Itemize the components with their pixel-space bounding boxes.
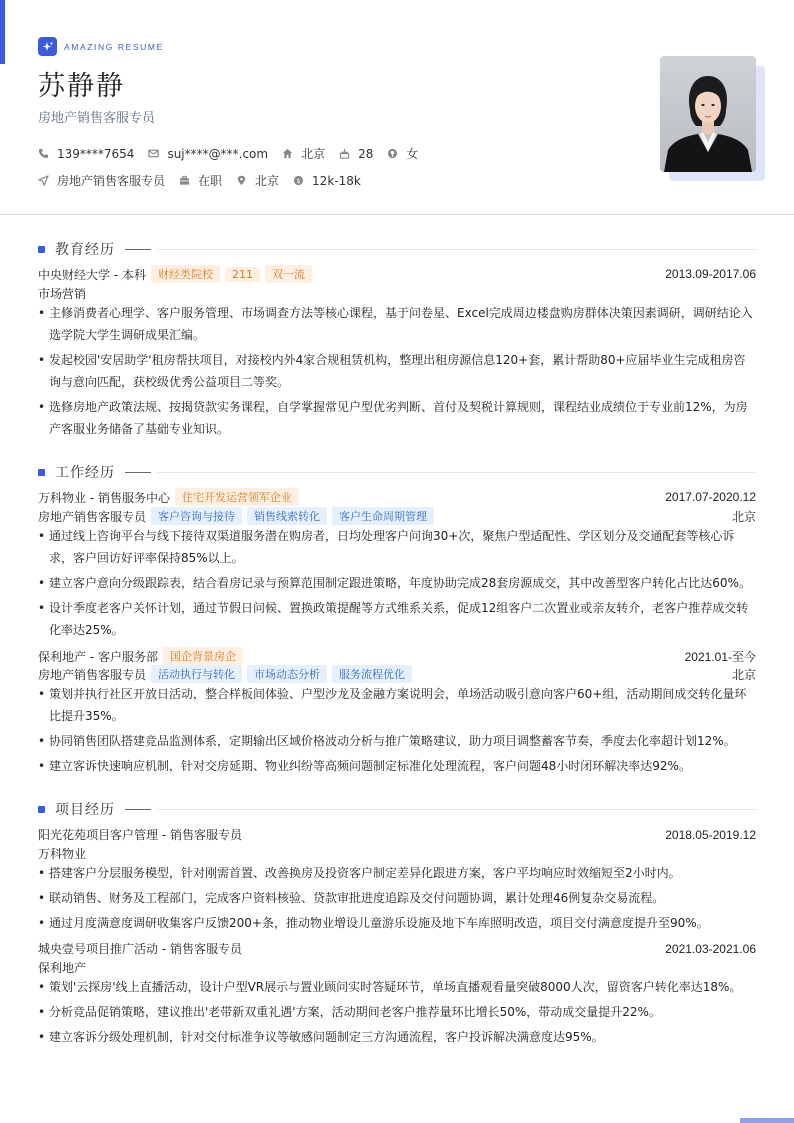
section-divider <box>157 809 756 810</box>
section-divider <box>157 249 756 250</box>
list-item: • 分析竞品促销策略，建议推出'老带新双重礼遇'方案，活动期间老客户推荐量环比增长50%，带动成交量提升22%。 <box>38 1001 756 1023</box>
list-item: • 搭建客户分层服务模型，针对刚需首置、改善换房及投资客户制定差异化跟进方案，客户平均响应时效缩短至2小时内。 <box>38 862 756 884</box>
job-location: 北京 <box>731 509 756 524</box>
project-title: 项目经历 <box>55 802 115 818</box>
svg-text:$: $ <box>296 176 301 185</box>
location-pin-icon <box>236 175 247 186</box>
job-role-row <box>38 507 756 525</box>
money-icon <box>293 175 304 186</box>
phone-item <box>38 147 134 161</box>
job-role: 房地产销售客服专员 <box>38 509 147 524</box>
phone-icon <box>38 148 49 159</box>
age-item <box>339 147 373 161</box>
project-org-row <box>38 845 756 862</box>
section-divider-short <box>125 809 151 810</box>
target-city-text: 北京 <box>255 174 280 188</box>
list-item: • 建立客户意向分级跟踪表，结合看房记录与预算范围制定跟进策略，年度协助完成28套房源成交，其中改善型客户转化占比达60%。 <box>38 572 756 594</box>
job-role-row <box>38 665 756 683</box>
skill-tag: 活动执行与转化 <box>151 665 242 683</box>
company-tag: 住宅开发运营领军企业 <box>175 488 299 506</box>
project-entry-header <box>38 940 756 957</box>
sparkle-logo-icon <box>38 37 57 56</box>
profile-photo <box>660 56 756 172</box>
salary-item <box>293 174 361 188</box>
project-date: 2021.03-2021.06 <box>665 941 756 956</box>
list-item: • 策划并执行社区开放日活动，整合样板间体验、户型沙龙及金融方案说明会，单场活动吸引意向客户60+组，活动期间成交转化量环比提升35%。 <box>38 683 756 727</box>
home-icon <box>282 148 293 159</box>
candidate-title: 房地产销售客服专员 <box>38 111 156 126</box>
city-item <box>282 145 325 162</box>
section-marker <box>38 246 45 253</box>
job-location: 北京 <box>731 667 756 682</box>
job-intent-row <box>38 172 375 189</box>
list-item: • 发起校园'安居助学'租房帮扶项目，对接校内外4家合规租赁机构，整理出租房源信息120+套，累计帮助80+应届毕业生完成租房咨询与意向匹配，获校级优秀公益项目二等奖。 <box>38 349 756 393</box>
city-text: 北京 <box>301 147 326 161</box>
company-line: 万科物业 - 销售服务中心 <box>38 490 170 505</box>
project-org: 保利地产 <box>38 961 87 975</box>
target-role-text: 房地产销售客服专员 <box>57 174 166 188</box>
project-name: 阳光花苑项目客户管理 - 销售客服专员 <box>38 828 242 842</box>
skill-tag: 服务流程优化 <box>332 665 412 683</box>
education-date: 2013.09-2017.06 <box>665 267 756 281</box>
education-major-row <box>38 285 756 302</box>
resume-header <box>0 0 794 215</box>
list-item: • 协同销售团队搭建竞品监测体系，定期输出区域价格波动分析与推广策略建议，助力项目调整蓄客节奏，季度去化率超计划12%。 <box>38 730 756 752</box>
target-role-item <box>38 172 165 189</box>
section-marker <box>38 806 45 813</box>
age-text: 28 <box>358 146 374 161</box>
skill-tag: 销售线索转化 <box>247 507 327 525</box>
job-role: 房地产销售客服专员 <box>38 667 147 682</box>
target-city-item <box>236 172 279 189</box>
list-item: • 设计季度老客户关怀计划，通过节假日问候、置换政策提醒等方式维系关系，促成12组客户二次置业或亲友转介，老客户推荐成交转化率达25%。 <box>38 597 756 641</box>
contact-row <box>38 145 432 162</box>
section-divider <box>157 472 756 473</box>
school-line: 中央财经大学 - 本科 <box>38 267 146 282</box>
project-bullets <box>38 976 756 1051</box>
section-divider-short <box>125 472 151 473</box>
gender-icon <box>387 148 398 159</box>
project-date: 2018.05-2019.12 <box>665 827 756 842</box>
company-tag: 国企背景房企 <box>163 647 243 665</box>
education-title: 教育经历 <box>55 242 115 258</box>
education-major: 市场营销 <box>38 287 87 301</box>
skill-tag: 客户咨询与接待 <box>151 507 242 525</box>
status-item <box>179 172 222 189</box>
work-section-header <box>38 462 756 482</box>
project-name: 城央壹号项目推广活动 - 销售客服专员 <box>38 942 242 956</box>
brand <box>38 37 164 56</box>
education-section-header <box>38 239 756 259</box>
list-item: • 联动销售、财务及工程部门，完成客户资料核验、贷款审批进度追踪及交付问题协调，累计处理46例复杂交易流程。 <box>38 887 756 909</box>
brand-text: AMAZING RESUME <box>64 41 164 52</box>
status-text: 在职 <box>198 174 223 188</box>
job-bullets <box>38 525 756 644</box>
school-tag: 财经类院校 <box>151 265 220 283</box>
school-tag: 双一流 <box>265 265 312 283</box>
job-entry-header <box>38 647 756 665</box>
job-entry-header <box>38 488 756 506</box>
project-bullets <box>38 862 756 937</box>
candidate-name: 苏静静 <box>38 71 125 102</box>
job-date: 2021.01-至今 <box>684 649 756 664</box>
list-item: • 建立客诉快速响应机制，针对交房延期、物业纠纷等高频问题制定标准化处理流程，客户问题48小时闭环解决率达92%。 <box>38 755 756 777</box>
email-text: suj****@***.com <box>167 146 269 161</box>
skill-tag: 市场动态分析 <box>247 665 327 683</box>
list-item: • 策划'云探房'线上直播活动，设计户型VR展示与置业顾问实时答疑环节，单场直播观看量突破8000人次，留资客户转化率达18%。 <box>38 976 756 998</box>
project-section-header <box>38 799 756 819</box>
list-item: • 主修消费者心理学、客户服务管理、市场调查方法等核心课程，基于问卷星、Excel完成周边楼盘购房群体决策因素调研，调研结论入选学院大学生调研成果汇编。 <box>38 302 756 346</box>
gender-text: 女 <box>406 147 419 161</box>
mail-icon <box>148 148 159 159</box>
school-tag: 211 <box>225 267 260 282</box>
section-marker <box>38 469 45 476</box>
salary-text: 12k-18k <box>312 173 361 188</box>
job-date: 2017.07-2020.12 <box>665 490 756 504</box>
work-title: 工作经历 <box>55 465 115 481</box>
section-divider-short <box>125 249 151 250</box>
gender-item <box>387 145 418 162</box>
project-entry-header <box>38 826 756 843</box>
company-line: 保利地产 - 客户服务部 <box>38 649 158 664</box>
list-item: • 通过线上咨询平台与线下接待双渠道服务潜在购房者，日均处理客户问询30+次，聚焦户型适配性、学区划分及交通配套等核心诉求，客户回访好评率保持85%以上。 <box>38 525 756 569</box>
list-item: • 选修房地产政策法规、按揭贷款实务课程，自学掌握常见户型优劣判断、首付及契税计算规则，课程结业成绩位于专业前12%，为房产客服业务储备了基础专业知识。 <box>38 396 756 440</box>
email-item <box>148 147 268 161</box>
project-org-row <box>38 959 756 976</box>
briefcase-icon <box>179 175 190 186</box>
education-bullets <box>38 302 756 443</box>
list-item: • 通过月度满意度调研收集客户反馈200+条，推动物业增设儿童游乐设施及地下车库照明改造，项目交付满意度提升至90%。 <box>38 912 756 934</box>
cake-icon <box>339 148 350 159</box>
education-entry-header <box>38 265 756 283</box>
list-item: • 建立客诉分级处理机制，针对交付标准争议等敏感问题制定三方沟通流程，客户投诉解决满意度达95%。 <box>38 1026 756 1048</box>
project-org: 万科物业 <box>38 847 87 861</box>
phone-text: 139****7654 <box>57 146 135 161</box>
skill-tag: 客户生命周期管理 <box>332 507 434 525</box>
bottom-accent-bar <box>740 1118 794 1123</box>
job-bullets <box>38 683 756 780</box>
send-icon <box>38 175 49 186</box>
